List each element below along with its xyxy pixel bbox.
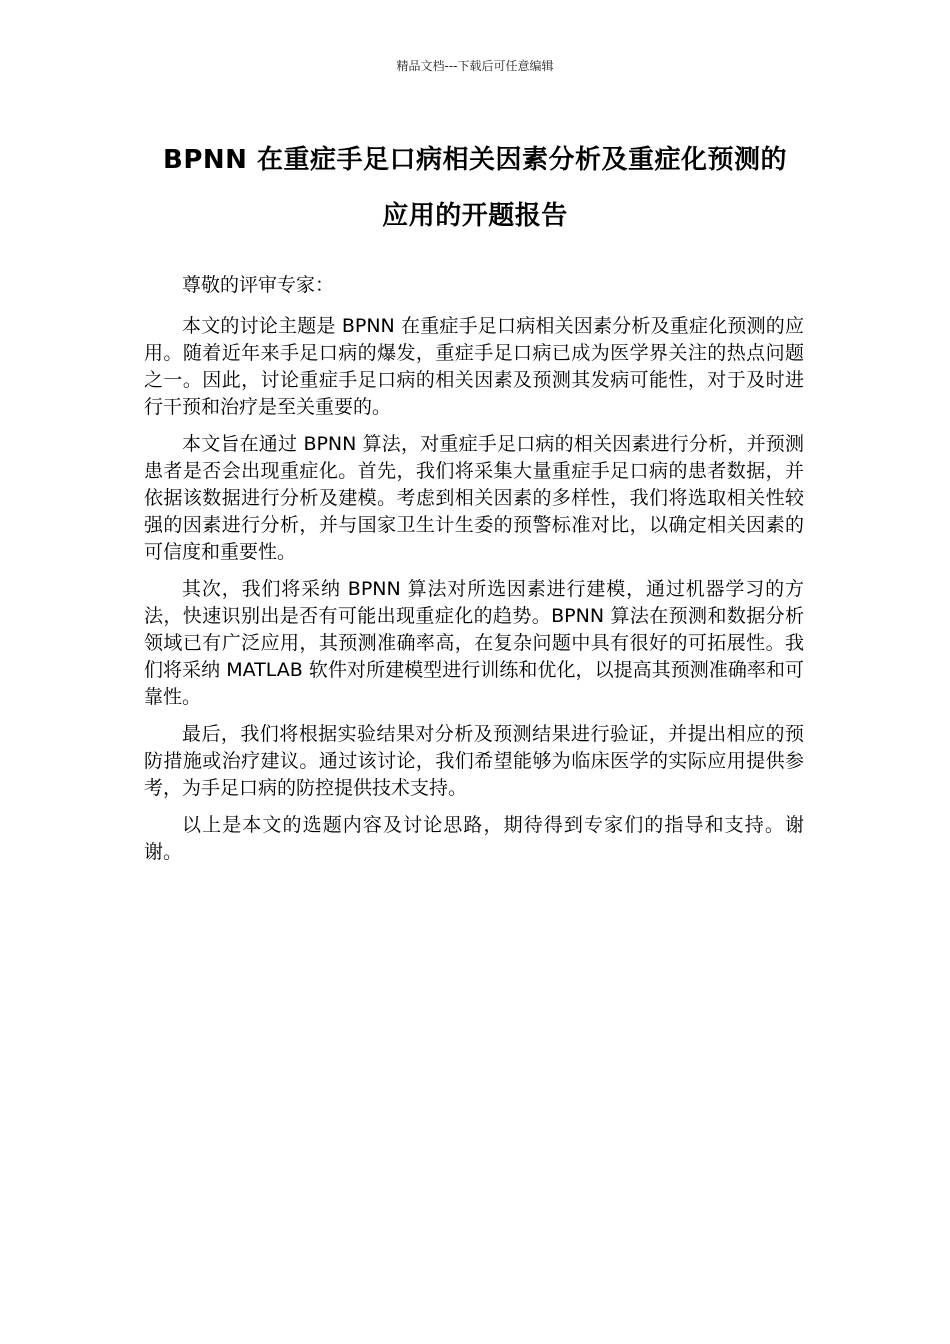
title-line-1: BPNN 在重症手足口病相关因素分析及重症化预测的 (163, 145, 787, 175)
paragraph-aim: 本文旨在通过 BPNN 算法，对重症手足口病的相关因素进行分析，并预测患者是否会出现重症化。首先，我们将采集大量重症手足口病的患者数据，并依据该数据进行分析及建模。考虑到相关因素的多样性，我们将选取相关性较强的因素进行分析，并与国家卫生计生委的预警标准对比，以确定相关因素的可信度和重要性。 (144, 433, 804, 563)
paragraph-topic: 本文的讨论主题是 BPNN 在重症手足口病相关因素分析及重症化预测的应用。随着近年来手足口病的爆发，重症手足口病已成为医学界关注的热点问题之一。因此，讨论重症手足口病的相关因素及预测其发病可能性，对于及时进行干预和治疗是至关重要的。 (144, 315, 804, 418)
document-body (144, 272, 804, 876)
paragraph-closing: 以上是本文的选题内容及讨论思路，期待得到专家们的指导和支持。谢谢。 (144, 814, 804, 863)
paragraph-validation: 最后，我们将根据实验结果对分析及预测结果进行验证，并提出相应的预防措施或治疗建议。通过该讨论，我们希望能够为临床医学的实际应用提供参考，为手足口病的防控提供技术支持。 (144, 723, 804, 799)
greeting: 尊敬的评审专家： (182, 274, 335, 296)
title-line-2: 应用的开题报告 (382, 201, 568, 231)
document-title (140, 132, 810, 244)
page-header: 精品文档---下载后可任意编辑 (396, 59, 554, 73)
paragraph-method: 其次，我们将采纳 BPNN 算法对所选因素进行建模，通过机器学习的方法，快速识别出是否有可能出现重症化的趋势。BPNN 算法在预测和数据分析领域已有广泛应用，其预测准确率高，在复杂问题中具有很好的可拓展性。我们将采纳 MATLAB 软件对所建模型进行训练和优化，以提高其预测准确率和可靠性。 (144, 578, 804, 708)
